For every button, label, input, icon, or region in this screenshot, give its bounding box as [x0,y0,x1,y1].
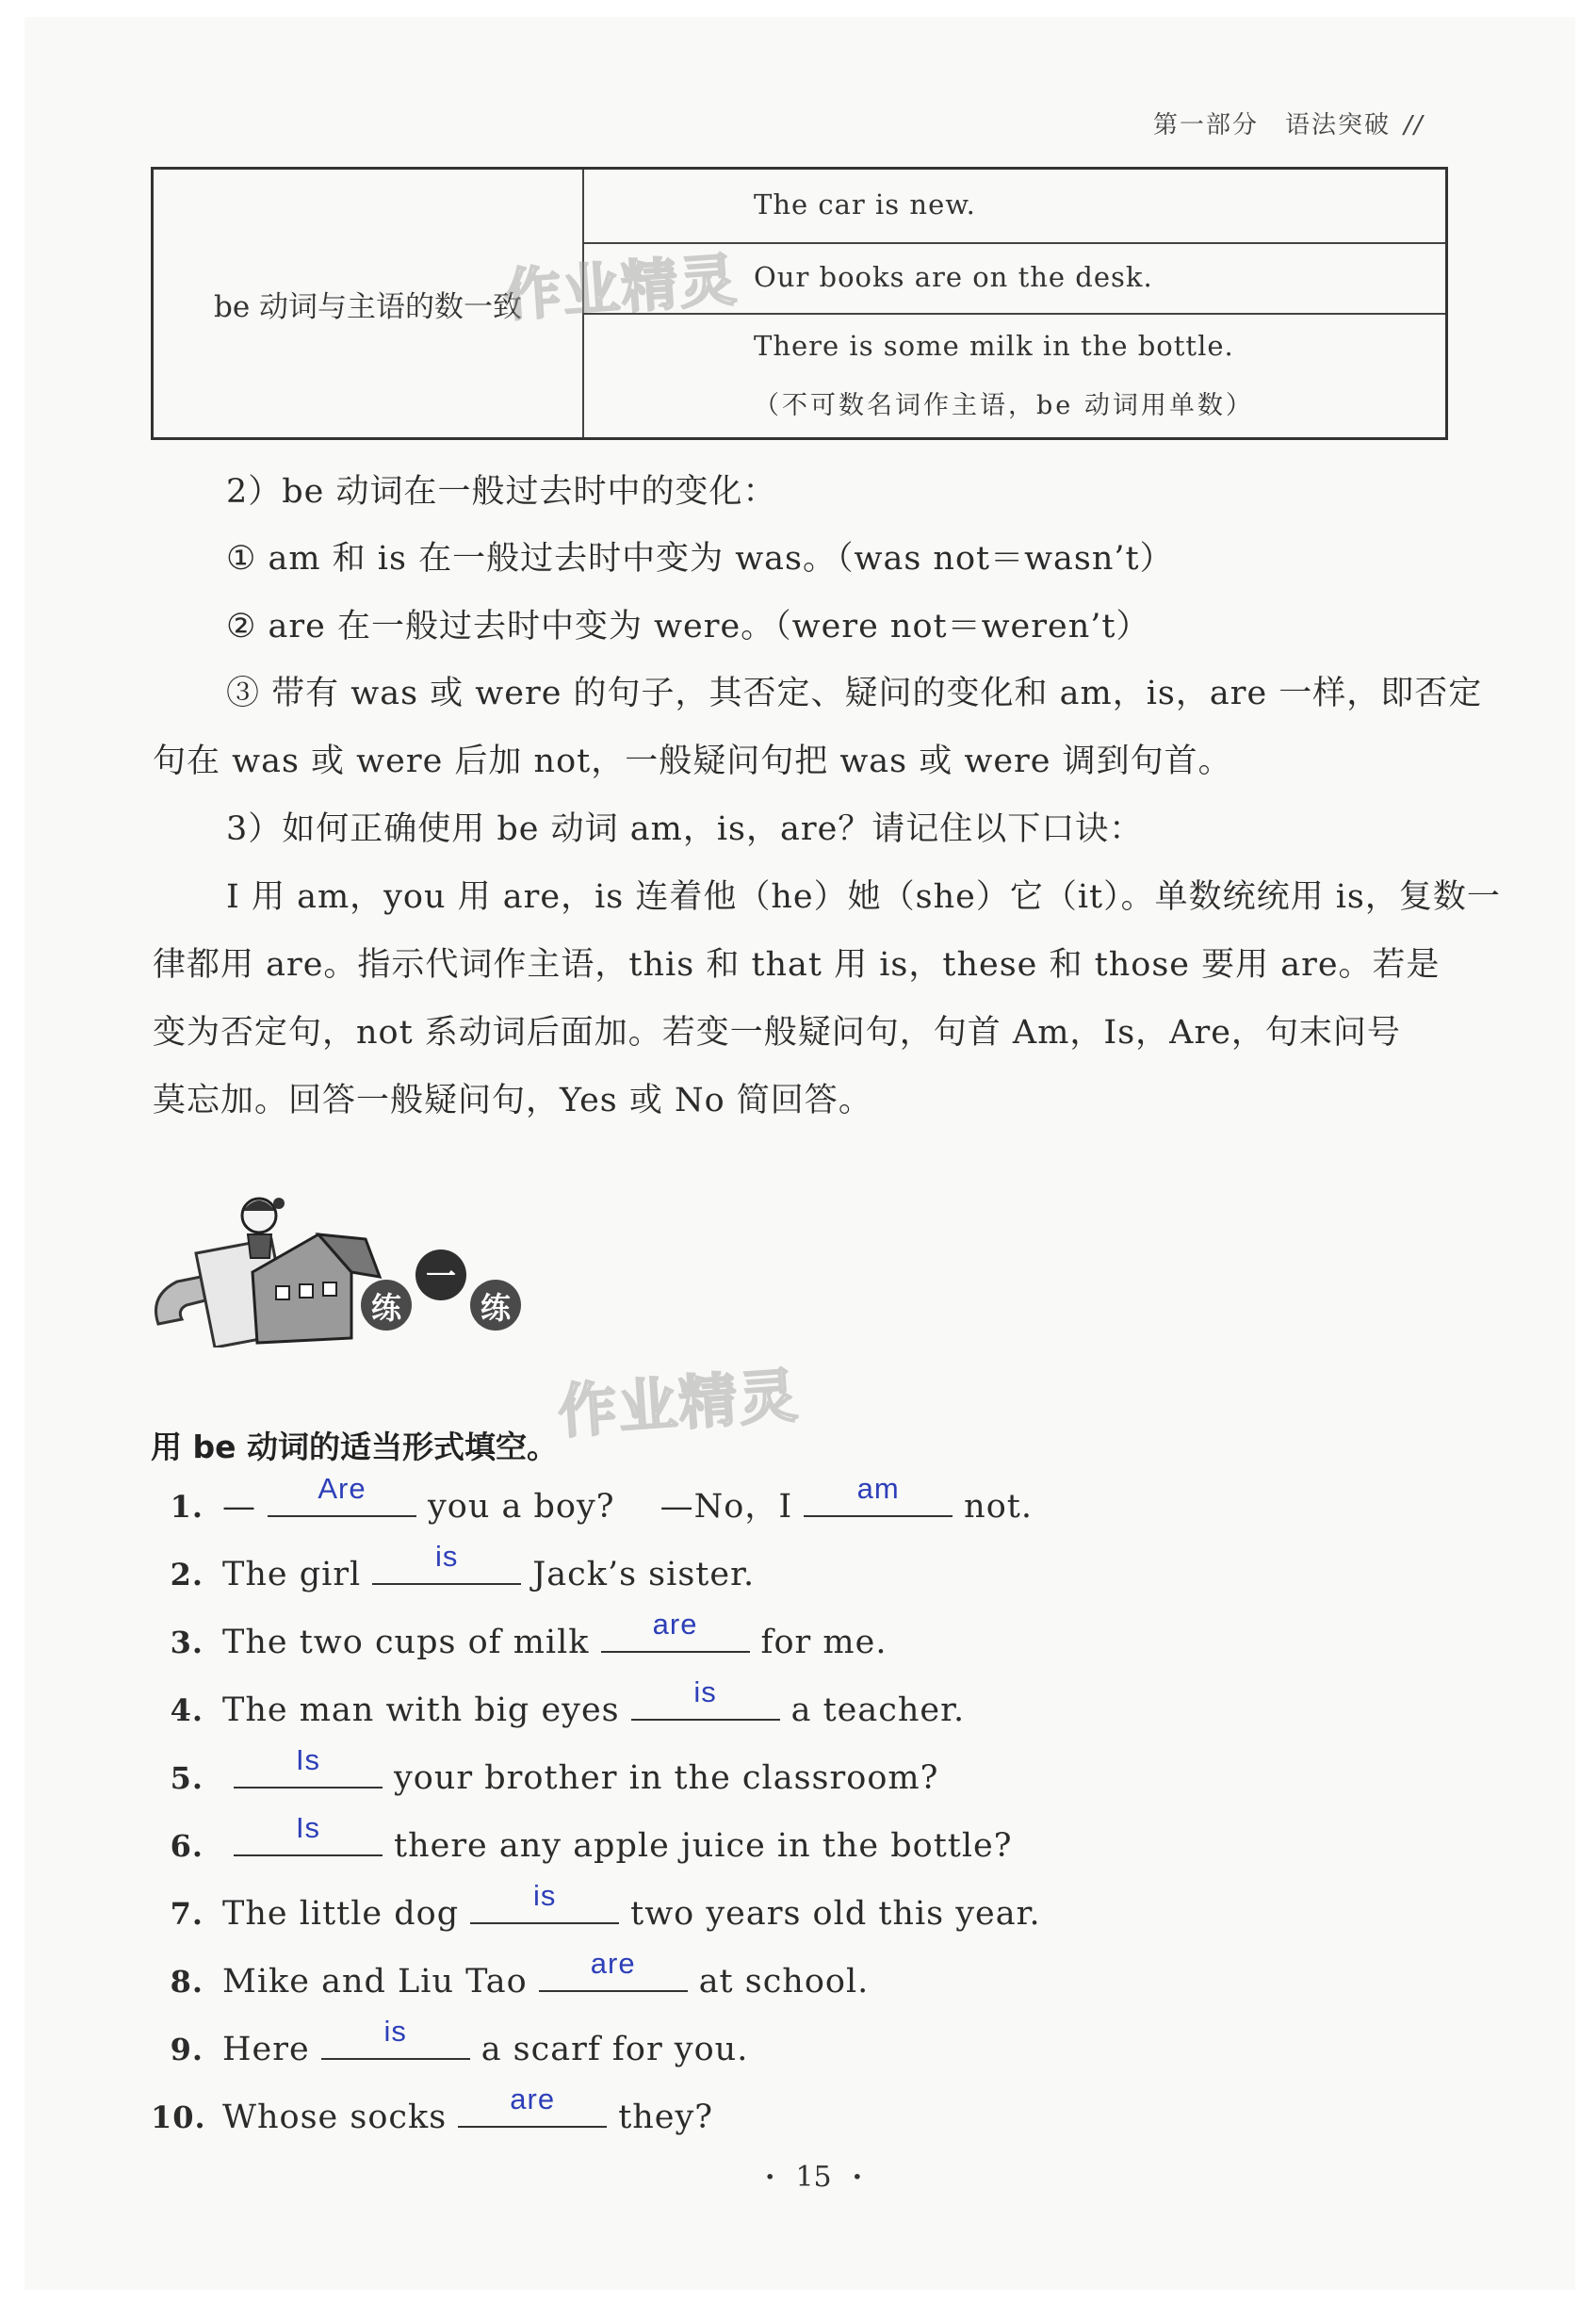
answer-blank[interactable] [321,2015,470,2060]
badge-char: 练 [370,1290,401,1326]
answer-blank[interactable] [601,1608,750,1653]
bullet-icon: · [852,2161,863,2194]
answer-blank[interactable] [804,1472,953,1517]
page-number-text: 15 [795,2161,832,2194]
paragraph: ① am 和 is 在一般过去时中变为 was。（was not＝wasn’t） [226,540,1174,578]
item-text: your brother in the classroom? [394,1759,939,1797]
item-text: at school. [698,1963,870,2001]
paragraph: ② are 在一般过去时中变为 were。（were not＝weren’t） [226,608,1150,645]
exercise-item [151,1472,1033,1534]
item-number: 9. [170,2032,204,2067]
exercise-item [151,1879,1041,1941]
answer-blank[interactable] [470,1879,619,1924]
answer-text: Is [295,1743,321,1776]
item-text: there any apple juice in the bottle? [394,1827,1013,1865]
answer-blank[interactable] [631,1675,780,1721]
answer-text: are [510,2082,556,2115]
paragraph: 变为否定句，not 系动词后面加。若变一般疑问句，句首 Am，Is，Are，句末问号 [153,1014,1401,1052]
item-number: 8. [170,1964,204,2000]
paragraph: I 用 am，you 用 are，is 连着他（he）她（she）它（it）。单数统统用 is，复数一 [226,878,1501,916]
header-mark: // [1404,111,1425,139]
item-text: a scarf for you. [480,2031,749,2068]
exercise-item [151,1675,966,1738]
exercise-instruction: 用 be 动词的适当形式填空。 [151,1429,558,1465]
rule-row [584,315,1445,437]
item-number: 3. [170,1625,204,1660]
rule-example: Our books are on the desk. [754,261,1153,293]
exercise-item [151,2082,714,2145]
answer-blank[interactable] [234,1811,383,1856]
exercise-item [151,1947,870,2009]
answer-text: am [856,1472,900,1505]
badge-char: 一 [425,1258,456,1294]
item-text: Jack’s sister. [532,1556,756,1593]
item-number: 5. [170,1760,204,1796]
answer-blank[interactable] [539,1947,688,1992]
answer-text: is [693,1675,717,1708]
exercise-item [151,1811,1013,1873]
item-number: 6. [170,1828,204,1864]
exercise-item [151,2015,749,2077]
badge-char: 练 [480,1290,511,1326]
item-text: The two cups of milk [222,1624,590,1661]
rule-table [151,167,1448,440]
book-girl-icon [149,1183,526,1348]
paragraph: 3）如何正确使用 be 动词 am，is，are？请记住以下口诀： [226,810,1144,848]
answer-text: Is [295,1811,321,1844]
answer-text: is [532,1879,557,1912]
answer-blank[interactable] [458,2082,607,2128]
rule-note: （不可数名词作主语，be 动词用单数） [754,391,1254,420]
item-number: 10. [151,2099,206,2135]
answer-blank[interactable] [234,1743,383,1788]
rule-row [584,170,1445,244]
item-number: 7. [170,1896,204,1932]
paragraph: ③ 带有 was 或 were 的句子，其否定、疑问的变化和 am，is，are 一样，即否定 [226,675,1483,712]
item-number: 1. [170,1489,204,1525]
paragraph: 莫忘加。回答一般疑问句，Yes 或 No 简回答。 [153,1082,872,1119]
item-text: The man with big eyes [222,1691,620,1729]
item-text: Whose socks [222,2099,448,2136]
header-part: 第一部分 [1153,111,1260,139]
header-section: 语法突破 [1285,111,1392,139]
paragraph: 句在 was 或 were 后加 not，一般疑问句把 was 或 were 调到句首。 [153,743,1232,780]
exercise-item [151,1540,756,1602]
paragraph: 律都用 are。指示代词作主语，this 和 that 用 is，these 和 those 要用 are。若是 [153,946,1441,984]
rule-example: There is some milk in the bottle. [754,330,1234,362]
item-text: The little dog [222,1895,460,1933]
rule-label: be 动词与主语的数一致 [154,170,584,437]
answer-blank[interactable] [268,1472,416,1517]
paragraph: 2）be 动词在一般过去时中的变化： [226,473,777,511]
watermark: 作业精灵 [502,247,741,330]
item-text: you a boy? —No，I [428,1488,793,1526]
item-text: two years old this year. [630,1895,1041,1933]
item-number: 2. [170,1557,204,1592]
item-text: Mike and Liu Tao [222,1963,528,2001]
item-text: Here [222,2031,310,2068]
item-text: The girl [222,1556,362,1593]
watermark: 作业精灵 [556,1361,802,1446]
answer-text: are [590,1947,636,1980]
answer-text: is [435,1540,459,1573]
item-text: not. [964,1488,1033,1526]
bullet-icon: · [765,2161,775,2194]
item-number: 4. [170,1692,204,1728]
running-head [1153,106,1425,140]
answer-text: are [652,1608,698,1641]
answer-text: is [383,2015,407,2048]
exercise-item [151,1608,888,1670]
item-text: they? [618,2099,714,2136]
page-number [744,2161,883,2194]
practice-illustration [149,1183,526,1348]
answer-text: Are [318,1472,366,1505]
exercise-item [151,1743,939,1805]
item-text: — [222,1488,256,1526]
item-text: for me. [760,1624,888,1661]
answer-blank[interactable] [372,1540,521,1585]
item-text: a teacher. [790,1691,966,1729]
rule-example: The car is new. [754,188,976,220]
